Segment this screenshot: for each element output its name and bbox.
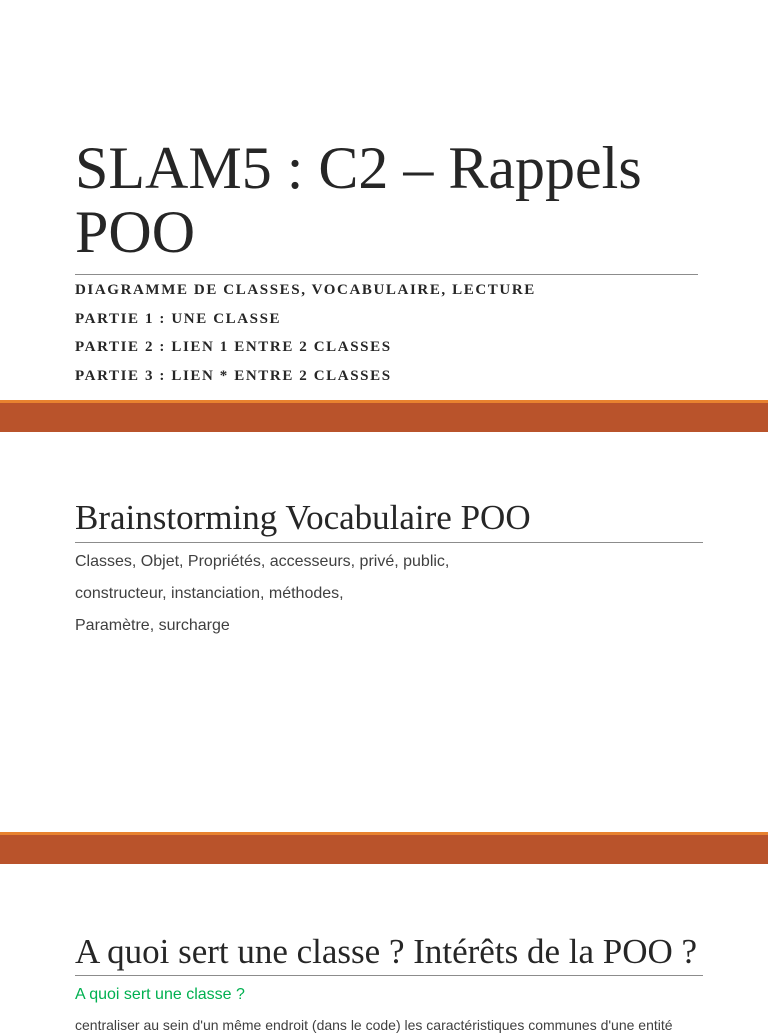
slide-2 [0, 432, 768, 832]
body-line: Paramètre, surcharge [75, 617, 230, 634]
slide-3-body-partial: centraliser au sein d'un même endroit (dans le code) les caractéristiques communes d'une entité [75, 1017, 673, 1033]
slide-separator-band [0, 400, 768, 432]
subtitle-line: PARTIE 3 : LIEN * ENTRE 2 CLASSES [75, 368, 392, 385]
title-divider [75, 975, 703, 976]
slide-3-subheading: A quoi sert une classe ? [75, 986, 245, 1003]
subtitle-line: PARTIE 2 : LIEN 1 ENTRE 2 CLASSES [75, 339, 392, 356]
slide-1 [0, 0, 768, 400]
slide-3 [0, 864, 768, 1033]
subtitle-line: PARTIE 1 : UNE CLASSE [75, 310, 282, 327]
slide-2-body [75, 549, 449, 645]
body-line: Classes, Objet, Propriétés, accesseurs, privé, public, [75, 553, 450, 570]
slide-3-title: A quoi sert une classe ? Intérêts de la POO ? [75, 932, 698, 971]
body-line: constructeur, instanciation, méthodes, [75, 585, 344, 602]
title-divider [75, 274, 698, 275]
slide-1-title: SLAM5 : C2 – Rappels POO [75, 135, 642, 265]
slide-2-title: Brainstorming Vocabulaire POO [75, 498, 531, 537]
slide-1-subtitle-list [75, 280, 715, 395]
title-divider [75, 542, 703, 543]
slide-separator-band [0, 832, 768, 864]
subtitle-line: DIAGRAMME DE CLASSES, VOCABULAIRE, LECTURE [75, 282, 536, 298]
